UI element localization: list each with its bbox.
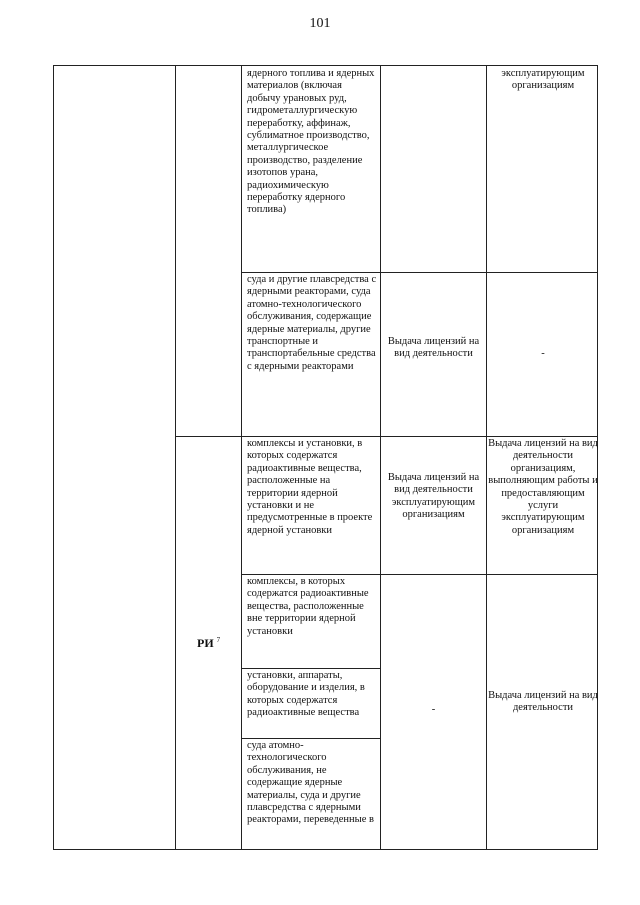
row-divider <box>241 738 380 739</box>
activity-code-label: РИ <box>197 636 214 650</box>
row-divider <box>241 272 597 273</box>
page-number: 101 <box>309 16 331 31</box>
activity-code <box>197 636 220 651</box>
row-divider <box>241 668 380 669</box>
licensing-cell: Выдача лицензий на вид деятельности <box>387 336 480 360</box>
object-cell: суда атомно-технологического обслуживания, не содержащие ядерные материалы, суда и другие плавсредства с ядерными реакторами, переведенные в <box>247 740 374 826</box>
column-divider <box>175 66 176 849</box>
column-divider <box>380 66 381 849</box>
object-cell: установки, аппараты, оборудование и изделия, в которых содержатся радиоактивные вещества <box>247 670 365 719</box>
licensing-cell: эксплуатирующим организациям <box>501 68 585 92</box>
licensing-cell: Выдача лицензий на вид деятельности <box>488 690 598 714</box>
regulation-table <box>53 65 598 850</box>
footnote-mark: 7 <box>216 636 221 644</box>
object-cell: комплексы и установки, в которых содержатся радиоактивные вещества, расположенные на территории ядерной установки и не предусмотренные в проекте ядерной установки <box>247 438 373 536</box>
licensing-cell: - <box>431 704 436 715</box>
object-cell: ядерного топлива и ядерных материалов (включая добычу урановых руд, гидрометаллургическую переработку, аффинаж, сублиматное производство, металлургическое производство, разделение изотопов урана, радиохимическую переработку ядерного топлива) <box>247 68 375 216</box>
row-divider <box>175 436 597 437</box>
licensing-cell: Выдача лицензий на вид деятельности эксплуатирующим организациям <box>387 472 480 521</box>
licensing-cell: - <box>541 348 545 359</box>
licensing-cell: Выдача лицензий на вид деятельности организациям, выполняющим работы и предоставляющим услуги эксплуатирующим организациям <box>488 438 598 536</box>
row-divider <box>241 574 597 575</box>
object-cell: суда и другие плавсредства с ядерными реакторами, суда атомно-технологического обслуживания, содержащие ядерные материалы, другие транспортные и транспортабельные средства с ядерными реакторами <box>247 274 377 372</box>
object-cell: комплексы, в которых содержатся радиоактивные вещества, расположенные вне территории ядерной установки <box>247 576 369 637</box>
